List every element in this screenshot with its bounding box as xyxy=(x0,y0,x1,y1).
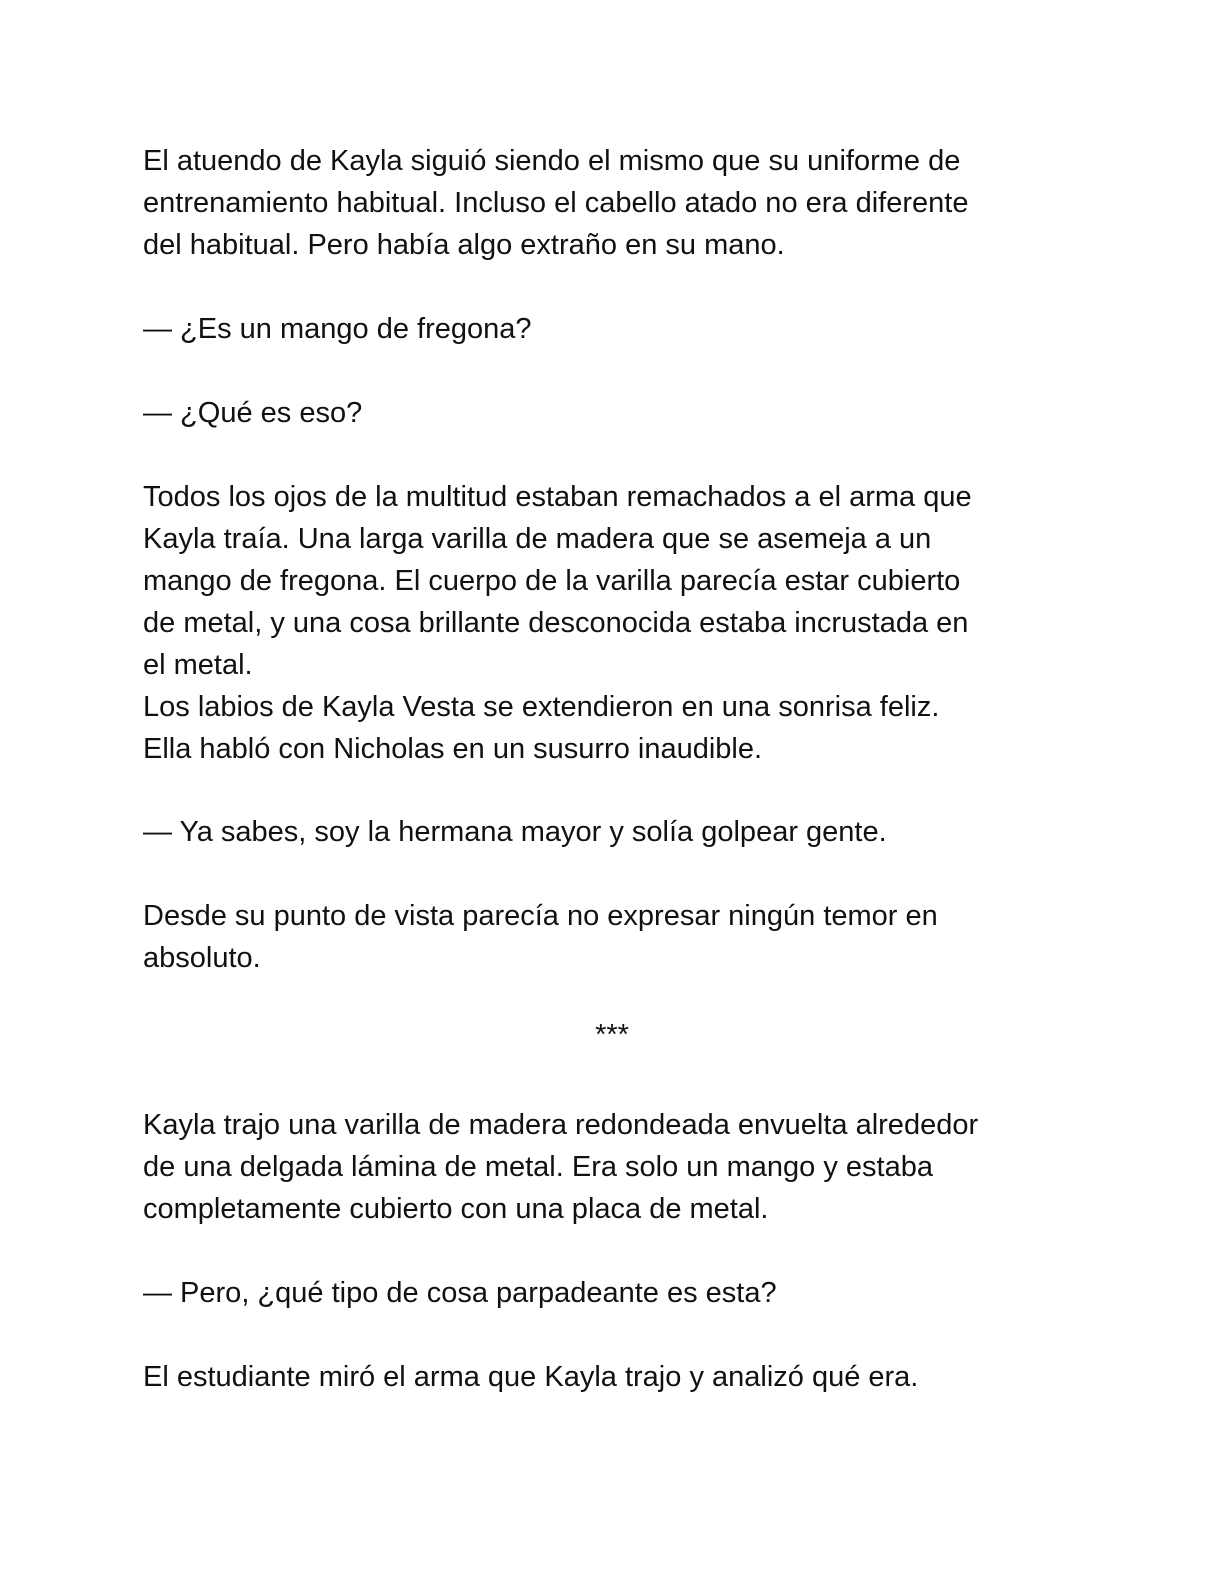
text-line: El estudiante miró el arma que Kayla trajo y analizó qué era. xyxy=(143,1361,919,1393)
dialogue-line-1 xyxy=(143,308,1073,350)
text-line: — ¿Qué es eso? xyxy=(143,397,363,429)
paragraph-5 xyxy=(143,1356,1073,1398)
dialogue-line-4 xyxy=(143,1272,1073,1314)
scene-separator: *** xyxy=(595,1019,629,1051)
text-line: — Ya sabes, soy la hermana mayor y solía golpear gente. xyxy=(143,816,887,848)
text-line: de una delgada lámina de metal. Era solo un mango y estaba xyxy=(143,1151,933,1183)
text-line: del habitual. Pero había algo extraño en su mano. xyxy=(143,229,785,261)
text-line: mango de fregona. El cuerpo de la varilla parecía estar cubierto xyxy=(143,565,961,597)
text-line: — ¿Es un mango de fregona? xyxy=(143,313,532,345)
paragraph-3 xyxy=(143,895,1073,979)
text-line: Kayla traía. Una larga varilla de madera que se asemeja a un xyxy=(143,523,932,555)
text-line: Desde su punto de vista parecía no expresar ningún temor en xyxy=(143,900,938,932)
paragraph-1 xyxy=(143,140,1073,266)
dialogue-line-2 xyxy=(143,392,1073,434)
paragraph-4 xyxy=(143,1104,1073,1230)
dialogue-line-3 xyxy=(143,811,1073,853)
text-line: de metal, y una cosa brillante desconocida estaba incrustada en xyxy=(143,607,969,639)
text-line: entrenamiento habitual. Incluso el cabello atado no era diferente xyxy=(143,187,969,219)
text-line: completamente cubierto con una placa de metal. xyxy=(143,1193,769,1225)
text-line: El atuendo de Kayla siguió siendo el mismo que su uniforme de xyxy=(143,145,961,177)
text-line: — Pero, ¿qué tipo de cosa parpadeante es esta? xyxy=(143,1277,777,1309)
text-line: absoluto. xyxy=(143,942,261,974)
text-line: el metal. xyxy=(143,649,253,681)
paragraph-2 xyxy=(143,476,1073,770)
text-line: Ella habló con Nicholas en un susurro inaudible. xyxy=(143,733,763,765)
text-line: Los labios de Kayla Vesta se extendieron en una sonrisa feliz. xyxy=(143,691,940,723)
text-line: Todos los ojos de la multitud estaban remachados a el arma que xyxy=(143,481,972,513)
text-line: Kayla trajo una varilla de madera redondeada envuelta alrededor xyxy=(143,1109,979,1141)
